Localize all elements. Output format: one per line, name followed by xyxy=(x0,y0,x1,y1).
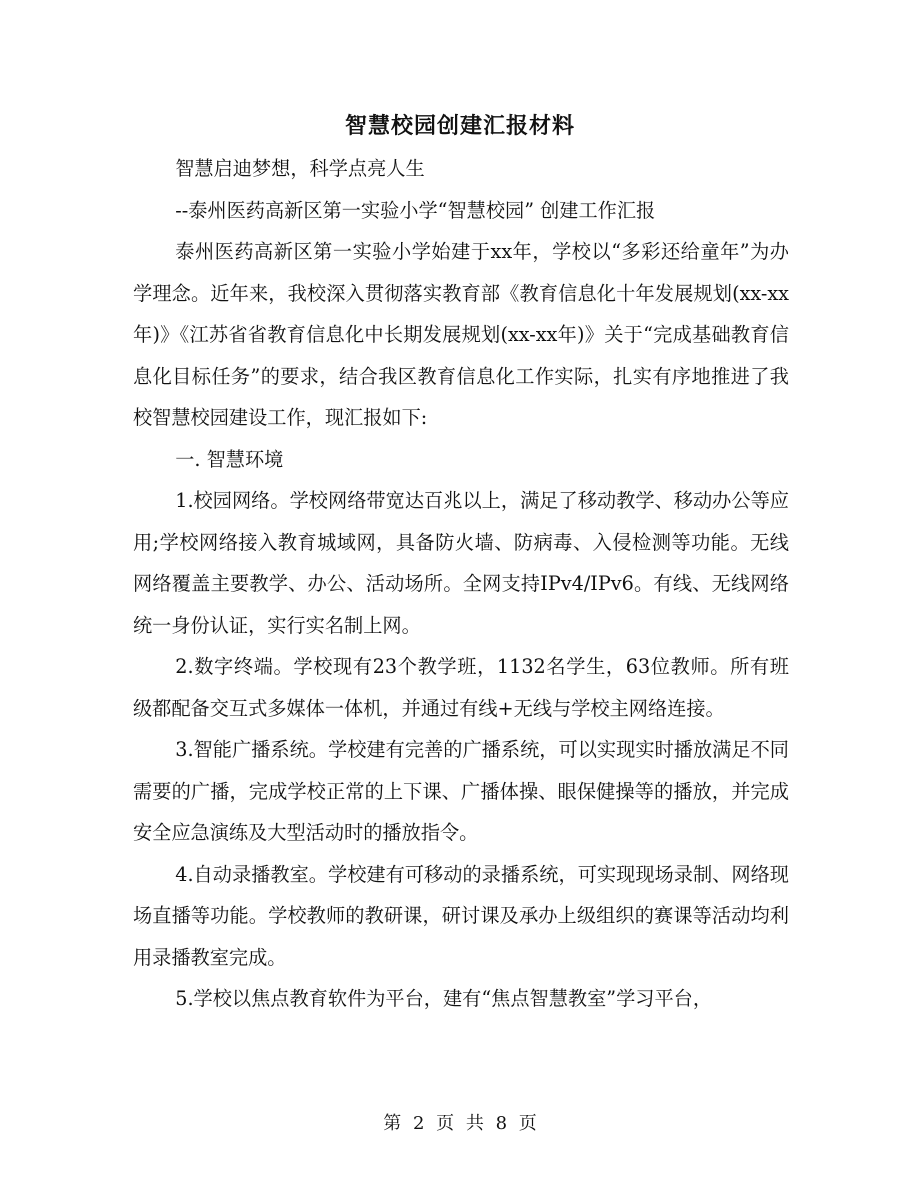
page-number-footer: 第 2 页 共 8 页 xyxy=(383,1113,537,1134)
paragraph-intro: 泰州医药高新区第一实验小学始建于xx年，学校以“多彩还给童年”为办学理念。近年来，我校深入贯彻落实教育部《教育信息化十年发展规划(xx-xx年)》《江苏省省教育信息化中长期发展规划(xx-xx年)》关于“完成基础教育信息化目标任务”的要求，结合我区教育信息化工作实际，扎实有序地推进了我校智慧校园建设工作，现汇报如下: xyxy=(133,240,789,429)
paragraph-broadcast-system: 3.智能广播系统。学校建有完善的广播系统，可以实现实时播放满足不同需要的广播，完成学校正常的上下课、广播体操、眼保健操等的播放，并完成安全应急演练及大型活动时的播放指令。 xyxy=(133,738,789,844)
paragraph-digital-terminals: 2.数字终端。学校现有23个教学班，1132名学生，63位教师。所有班级都配备交互式多媒体一体机，并通过有线+无线与学校主网络连接。 xyxy=(133,655,789,720)
paragraph-recording-classroom: 4.自动录播教室。学校建有可移动的录播系统，可实现现场录制、网络现场直播等功能。学校教师的教研课，研讨课及承办上级组织的赛课等活动均利用录播教室完成。 xyxy=(133,862,789,969)
document-title: 智慧校园创建汇报材料 xyxy=(344,113,575,139)
paragraph-campus-network: 1.校园网络。学校网络带宽达百兆以上，满足了移动教学、移动办公等应用;学校网络接入教育城域网，具备防火墙、防病毒、入侵检测等功能。无线网络覆盖主要教学、办公、活动场所。全网支持IPv4/IPv6。有线、无线网络统一身份认证，实行实名制上网。 xyxy=(133,489,789,637)
paragraph-motto: 智慧启迪梦想，科学点亮人生 xyxy=(175,157,425,180)
paragraph-subtitle: --泰州医药高新区第一实验小学“智慧校园” 创建工作汇报 xyxy=(175,198,656,222)
paragraph-learning-platform: 5.学校以焦点教育软件为平台，建有“焦点智慧教室”学习平台， xyxy=(175,987,713,1010)
document-body xyxy=(133,148,789,1020)
section-heading-smart-environment: 一. 智慧环境 xyxy=(175,447,284,471)
